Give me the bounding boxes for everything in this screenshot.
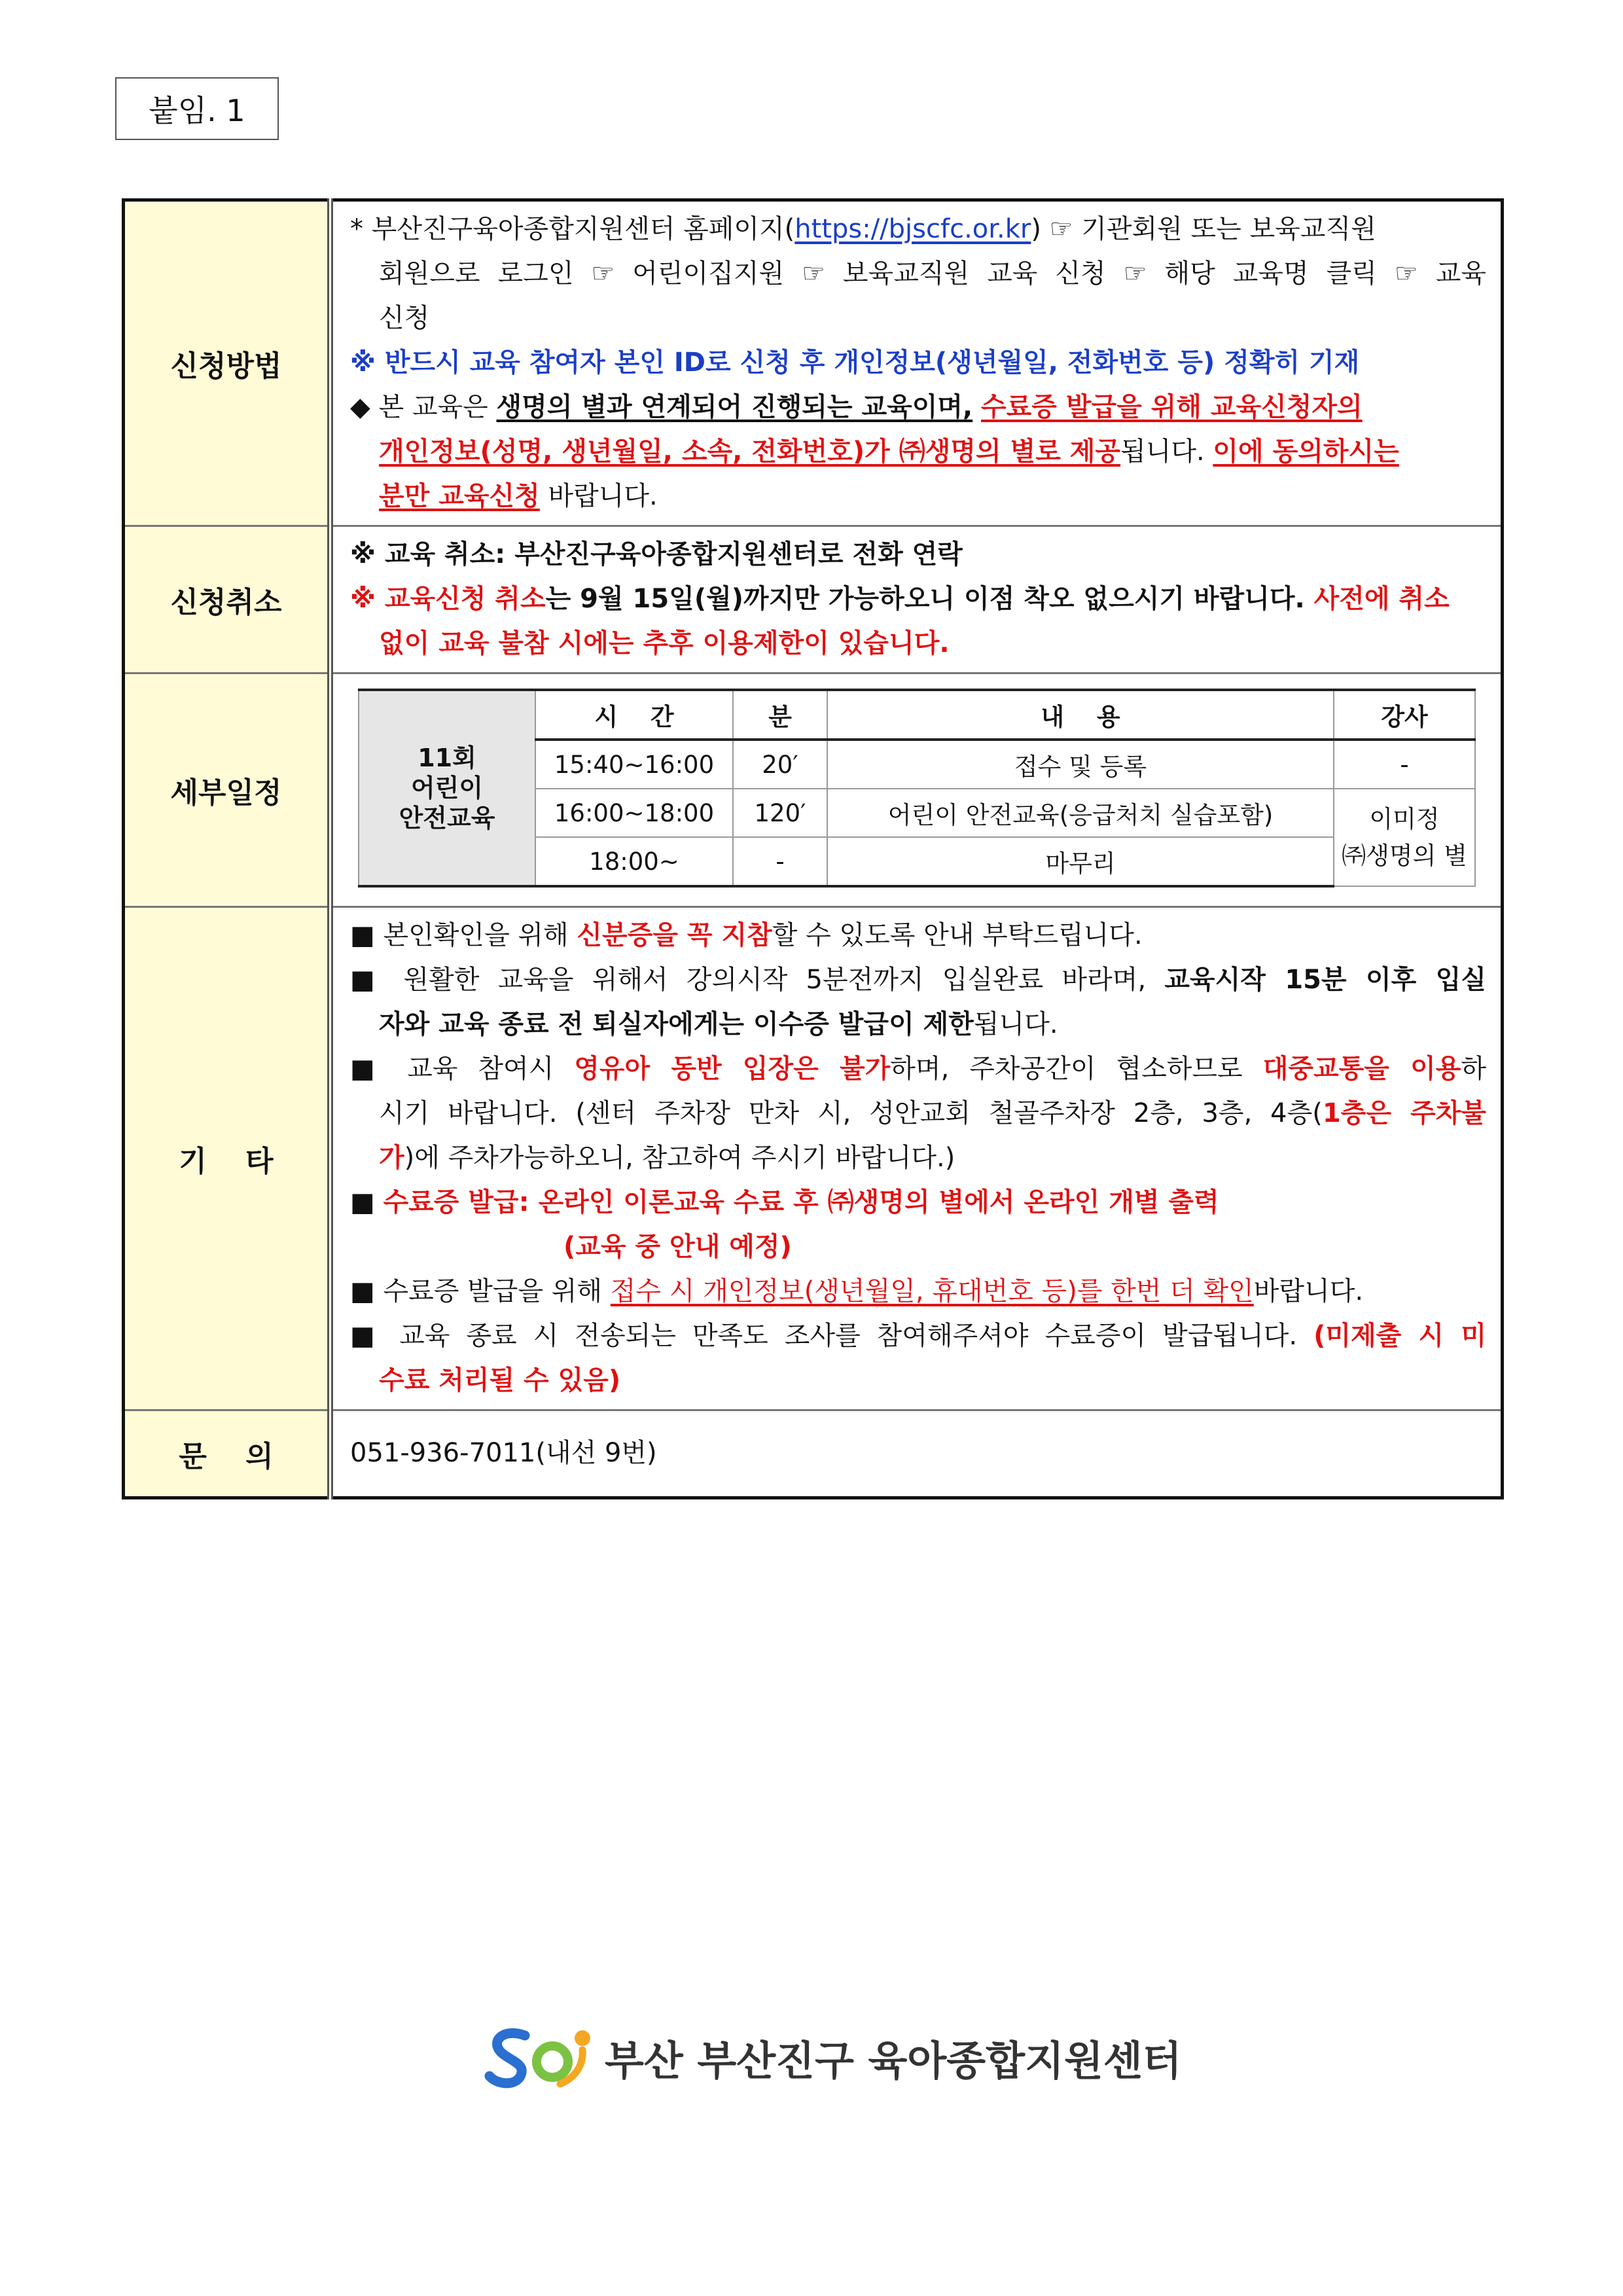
schedule-row-1: 15:40~16:00 20′ 접수 및 등록 - xyxy=(359,740,1475,789)
schedule-table xyxy=(358,689,1476,888)
etc-bullet-3-cont: 시기 바랍니다. (센터 주차장 만차 시, 성안교회 철골주차장 2층, 3층, 4층(1층은 주차불 xyxy=(379,1098,1486,1128)
cancel-content xyxy=(330,526,1503,673)
etc-bullet-3: ■ 교육 참여시 영유아 동반 입장은 불가하며, 주차공간이 협소하므로 대중교통을 이용하 xyxy=(350,1054,1487,1084)
apply-line-1: * 부산진구육아종합지원센터 홈페이지(https://bjscfc.or.kr) ☞ 기관회원 또는 보육교직원 xyxy=(350,214,1376,244)
apply-consent-line-3: 분만 교육신청 바랍니다. xyxy=(379,481,658,511)
etc-header: 기 타 xyxy=(124,907,330,1410)
apply-content xyxy=(330,200,1503,526)
apply-consent-line-1: ◆ 본 교육은 생명의 별과 연계되어 진행되는 교육이며, 수료증 발급을 위해 교육신청자의 xyxy=(350,392,1363,422)
etc-bullet-1: ■ 본인확인을 위해 신분증을 꼭 지참할 수 있도록 안내 부탁드립니다. xyxy=(350,920,1143,950)
col-instructor: 강사 xyxy=(1334,690,1475,740)
cancel-row xyxy=(124,526,1503,673)
col-minutes: 분 xyxy=(733,690,827,740)
inquiry-row xyxy=(124,1410,1503,1498)
apply-line-3: 신청 xyxy=(379,303,430,333)
etc-bullet-6-cont: 수료 처리될 수 있음) xyxy=(379,1365,621,1395)
etc-row xyxy=(124,907,1503,1410)
col-time: 시 간 xyxy=(535,690,733,740)
etc-bullet-4: ■ 수료증 발급: 온라인 이론교육 수료 후 ㈜생명의 별에서 온라인 개별 출력 xyxy=(350,1187,1219,1217)
cancel-header: 신청취소 xyxy=(124,526,330,673)
apply-notice: ※ 반드시 교육 참여자 본인 ID로 신청 후 개인정보(생년월일, 전화번호 등) 정확히 기재 xyxy=(350,348,1360,378)
schedule-row-3: 18:00~ - 마무리 xyxy=(359,837,1475,886)
etc-bullet-4-cont: (교육 중 안내 예정) xyxy=(563,1232,792,1262)
inquiry-header: 문 의 xyxy=(124,1410,330,1498)
center-logo-icon xyxy=(484,2021,596,2093)
inquiry-phone: 051-936-7011(내선 9번) xyxy=(330,1410,1503,1498)
footer-logo-text: 부산 부산진구 육아종합지원센터 xyxy=(605,2036,1182,2085)
apply-row xyxy=(124,200,1503,526)
schedule-row-2: 16:00~18:00 120′ 어린이 안전교육(응급처치 실습포함) 이미정 ㈜생명의 별 xyxy=(359,789,1475,837)
schedule-content xyxy=(330,673,1503,907)
etc-content xyxy=(330,907,1503,1410)
schedule-row xyxy=(124,673,1503,907)
attachment-label: 붙임. 1 xyxy=(115,77,279,140)
apply-consent-line-2: 개인정보(성명, 생년월일, 소속, 전화번호)가 ㈜생명의 별로 제공됩니다. 이에 동의하시는 xyxy=(379,437,1399,467)
footer-logo xyxy=(484,2021,1182,2093)
schedule-header: 세부일정 xyxy=(124,673,330,907)
etc-bullet-5: ■ 수료증 발급을 위해 접수 시 개인정보(생년월일, 휴대번호 등)를 한번 더 확인바랍니다. xyxy=(350,1276,1364,1306)
etc-bullet-3-cont-2: 가)에 주차가능하오니, 참고하여 주시기 바랍니다.) xyxy=(379,1143,955,1173)
cancel-line-3: 없이 교육 불참 시에는 추후 이용제한이 있습니다. xyxy=(379,628,950,658)
homepage-link[interactable]: https://bjscfc.or.kr xyxy=(794,214,1031,244)
apply-line-2: 회원으로 로그인 ☞ 어린이집지원 ☞ 보육교직원 교육 신청 ☞ 해당 교육명 클릭 ☞ 교육 xyxy=(379,259,1486,289)
instructor-cell: 이미정 ㈜생명의 별 xyxy=(1334,789,1475,886)
info-table xyxy=(122,198,1504,1499)
etc-bullet-2: ■ 원활한 교육을 위해서 강의시작 5분전까지 입실완료 바라며, 교육시작 15분 이후 입실 xyxy=(350,965,1486,995)
schedule-head-row xyxy=(359,690,1475,740)
etc-bullet-2-cont: 자와 교육 종료 전 퇴실자에게는 이수증 발급이 제한됩니다. xyxy=(379,1009,1058,1039)
apply-header: 신청방법 xyxy=(124,200,330,526)
cancel-line-2: ※ 교육신청 취소는 9월 15일(월)까지만 가능하오니 이점 착오 없으시기 바랍니다. 사전에 취소 xyxy=(350,584,1450,614)
col-content: 내 용 xyxy=(827,690,1334,740)
etc-bullet-6: ■ 교육 종료 시 전송되는 만족도 조사를 참여해주셔야 수료증이 발급됩니다. (미제출 시 미 xyxy=(350,1321,1486,1351)
session-cell: 11회 어린이 안전교육 xyxy=(359,690,535,886)
cancel-line-1: ※ 교육 취소: 부산진구육아종합지원센터로 전화 연락 xyxy=(350,539,963,569)
